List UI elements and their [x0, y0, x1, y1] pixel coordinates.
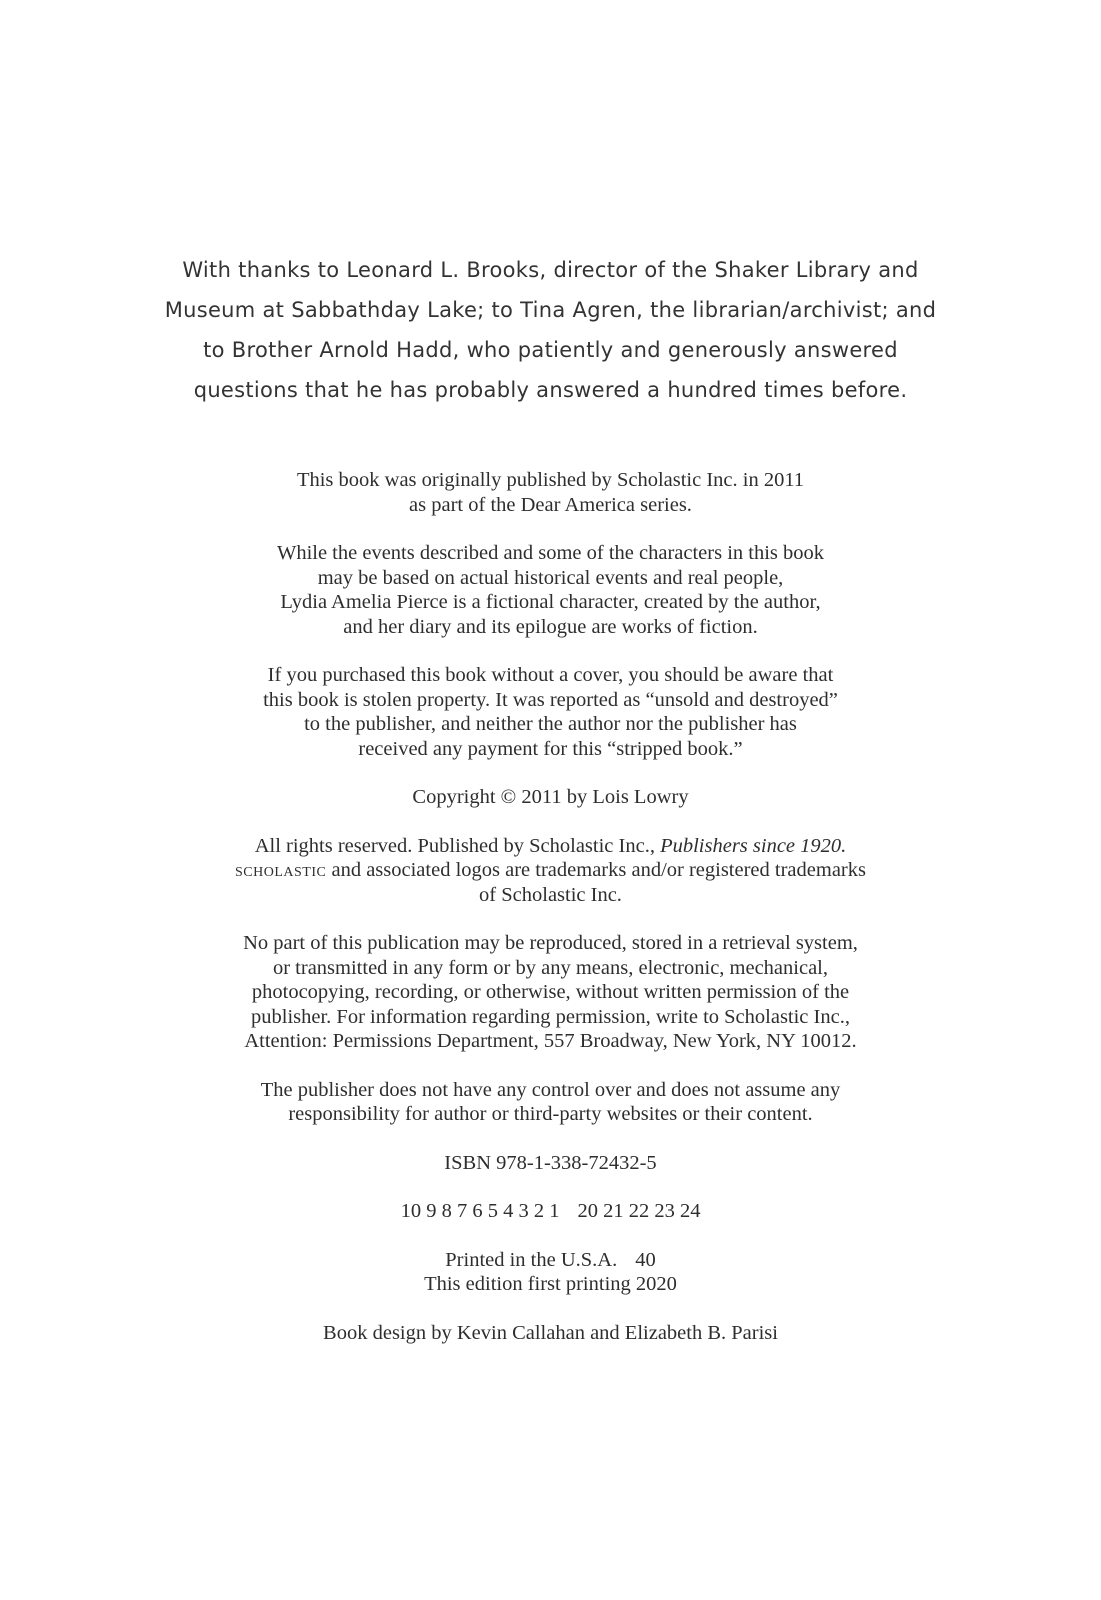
reproduction-notice-line: or transmitted in any form or by any means, electronic, mechanical,: [272, 956, 828, 979]
design-credit-line: Book design by Kevin Callahan and Elizabeth B. Parisi: [323, 1321, 778, 1344]
printed-in-row: [150, 1248, 951, 1273]
rights-text: All rights reserved. Published by Scholastic Inc.,: [254, 834, 661, 857]
reproduction-notice: [150, 931, 951, 1054]
publication-note: [150, 468, 951, 517]
copyright-notice: [150, 785, 951, 810]
rights-line: [150, 858, 951, 883]
third-party-notice-line: The publisher does not have any control over and does not assume any: [260, 1078, 841, 1101]
third-party-notice: [150, 1078, 951, 1127]
reproduction-notice-line: publisher. For information regarding permission, write to Scholastic Inc.,: [251, 1005, 850, 1028]
cover-notice-line: received any payment for this “stripped book.”: [358, 737, 743, 760]
fiction-disclaimer-line: may be based on actual historical events and real people,: [317, 566, 784, 589]
printing-line-row: [150, 1199, 951, 1224]
publication-note-line: as part of the Dear America series.: [409, 493, 692, 516]
design-credit: [150, 1321, 951, 1346]
fiction-disclaimer-line: and her diary and its epilogue are works of fiction.: [343, 615, 758, 638]
printed-in: [150, 1248, 951, 1297]
legal-text: [150, 468, 951, 1369]
cover-notice-line: this book is stolen property. It was reported as “unsold and destroyed”: [263, 688, 838, 711]
rights-line: of Scholastic Inc.: [479, 883, 622, 906]
fiction-disclaimer-line: While the events described and some of the characters in this book: [276, 542, 825, 564]
acknowledgment-line: With thanks to Leonard L. Brooks, director of the Shaker Library and: [182, 258, 919, 282]
scholastic-trademark: scholastic: [235, 859, 327, 881]
reproduction-notice-line: No part of this publication may be reproduced, stored in a retrieval system,: [243, 932, 858, 954]
acknowledgment: [150, 250, 951, 410]
reproduction-notice-line: photocopying, recording, or otherwise, without written permission of the: [251, 981, 850, 1003]
acknowledgment-line: Museum at Sabbathday Lake; to Tina Agren, the librarian/archivist; and: [164, 298, 937, 322]
rights-notice: [150, 834, 951, 908]
publication-note-line: This book was originally published by Scholastic Inc. in 2011: [296, 469, 805, 491]
rights-line: [150, 834, 951, 859]
printing-years: 20 21 22 23 24: [577, 1200, 701, 1222]
cover-notice-line: If you purchased this book without a cover, you should be aware that: [267, 664, 834, 686]
isbn-block: [150, 1151, 951, 1176]
printer-code: 40: [635, 1248, 656, 1271]
printing-line: [150, 1199, 951, 1224]
acknowledgment-line: questions that he has probably answered a hundred times before.: [193, 378, 908, 402]
printing-numbers: 10 9 8 7 6 5 4 3 2 1: [400, 1200, 560, 1222]
acknowledgment-line: to Brother Arnold Hadd, who patiently and generously answered: [203, 338, 898, 362]
cover-notice: [150, 663, 951, 761]
isbn: ISBN 978-1-338-72432-5: [444, 1151, 657, 1174]
third-party-notice-line: responsibility for author or third-party websites or their content.: [288, 1103, 813, 1125]
copyright-line: Copyright © 2011 by Lois Lowry: [412, 786, 689, 808]
printed-country: Printed in the U.S.A.: [445, 1248, 618, 1271]
rights-text: and associated logos are trademarks and/or registered trademarks: [326, 859, 866, 881]
fiction-disclaimer: [150, 541, 951, 639]
cover-notice-line: to the publisher, and neither the author nor the publisher has: [304, 713, 797, 735]
publishers-since: Publishers since 1920.: [660, 834, 847, 857]
fiction-disclaimer-line: Lydia Amelia Pierce is a fictional character, created by the author,: [280, 591, 821, 613]
edition-line: This edition first printing 2020: [424, 1273, 677, 1295]
reproduction-notice-line: Attention: Permissions Department, 557 Broadway, New York, NY 10012.: [244, 1030, 857, 1052]
